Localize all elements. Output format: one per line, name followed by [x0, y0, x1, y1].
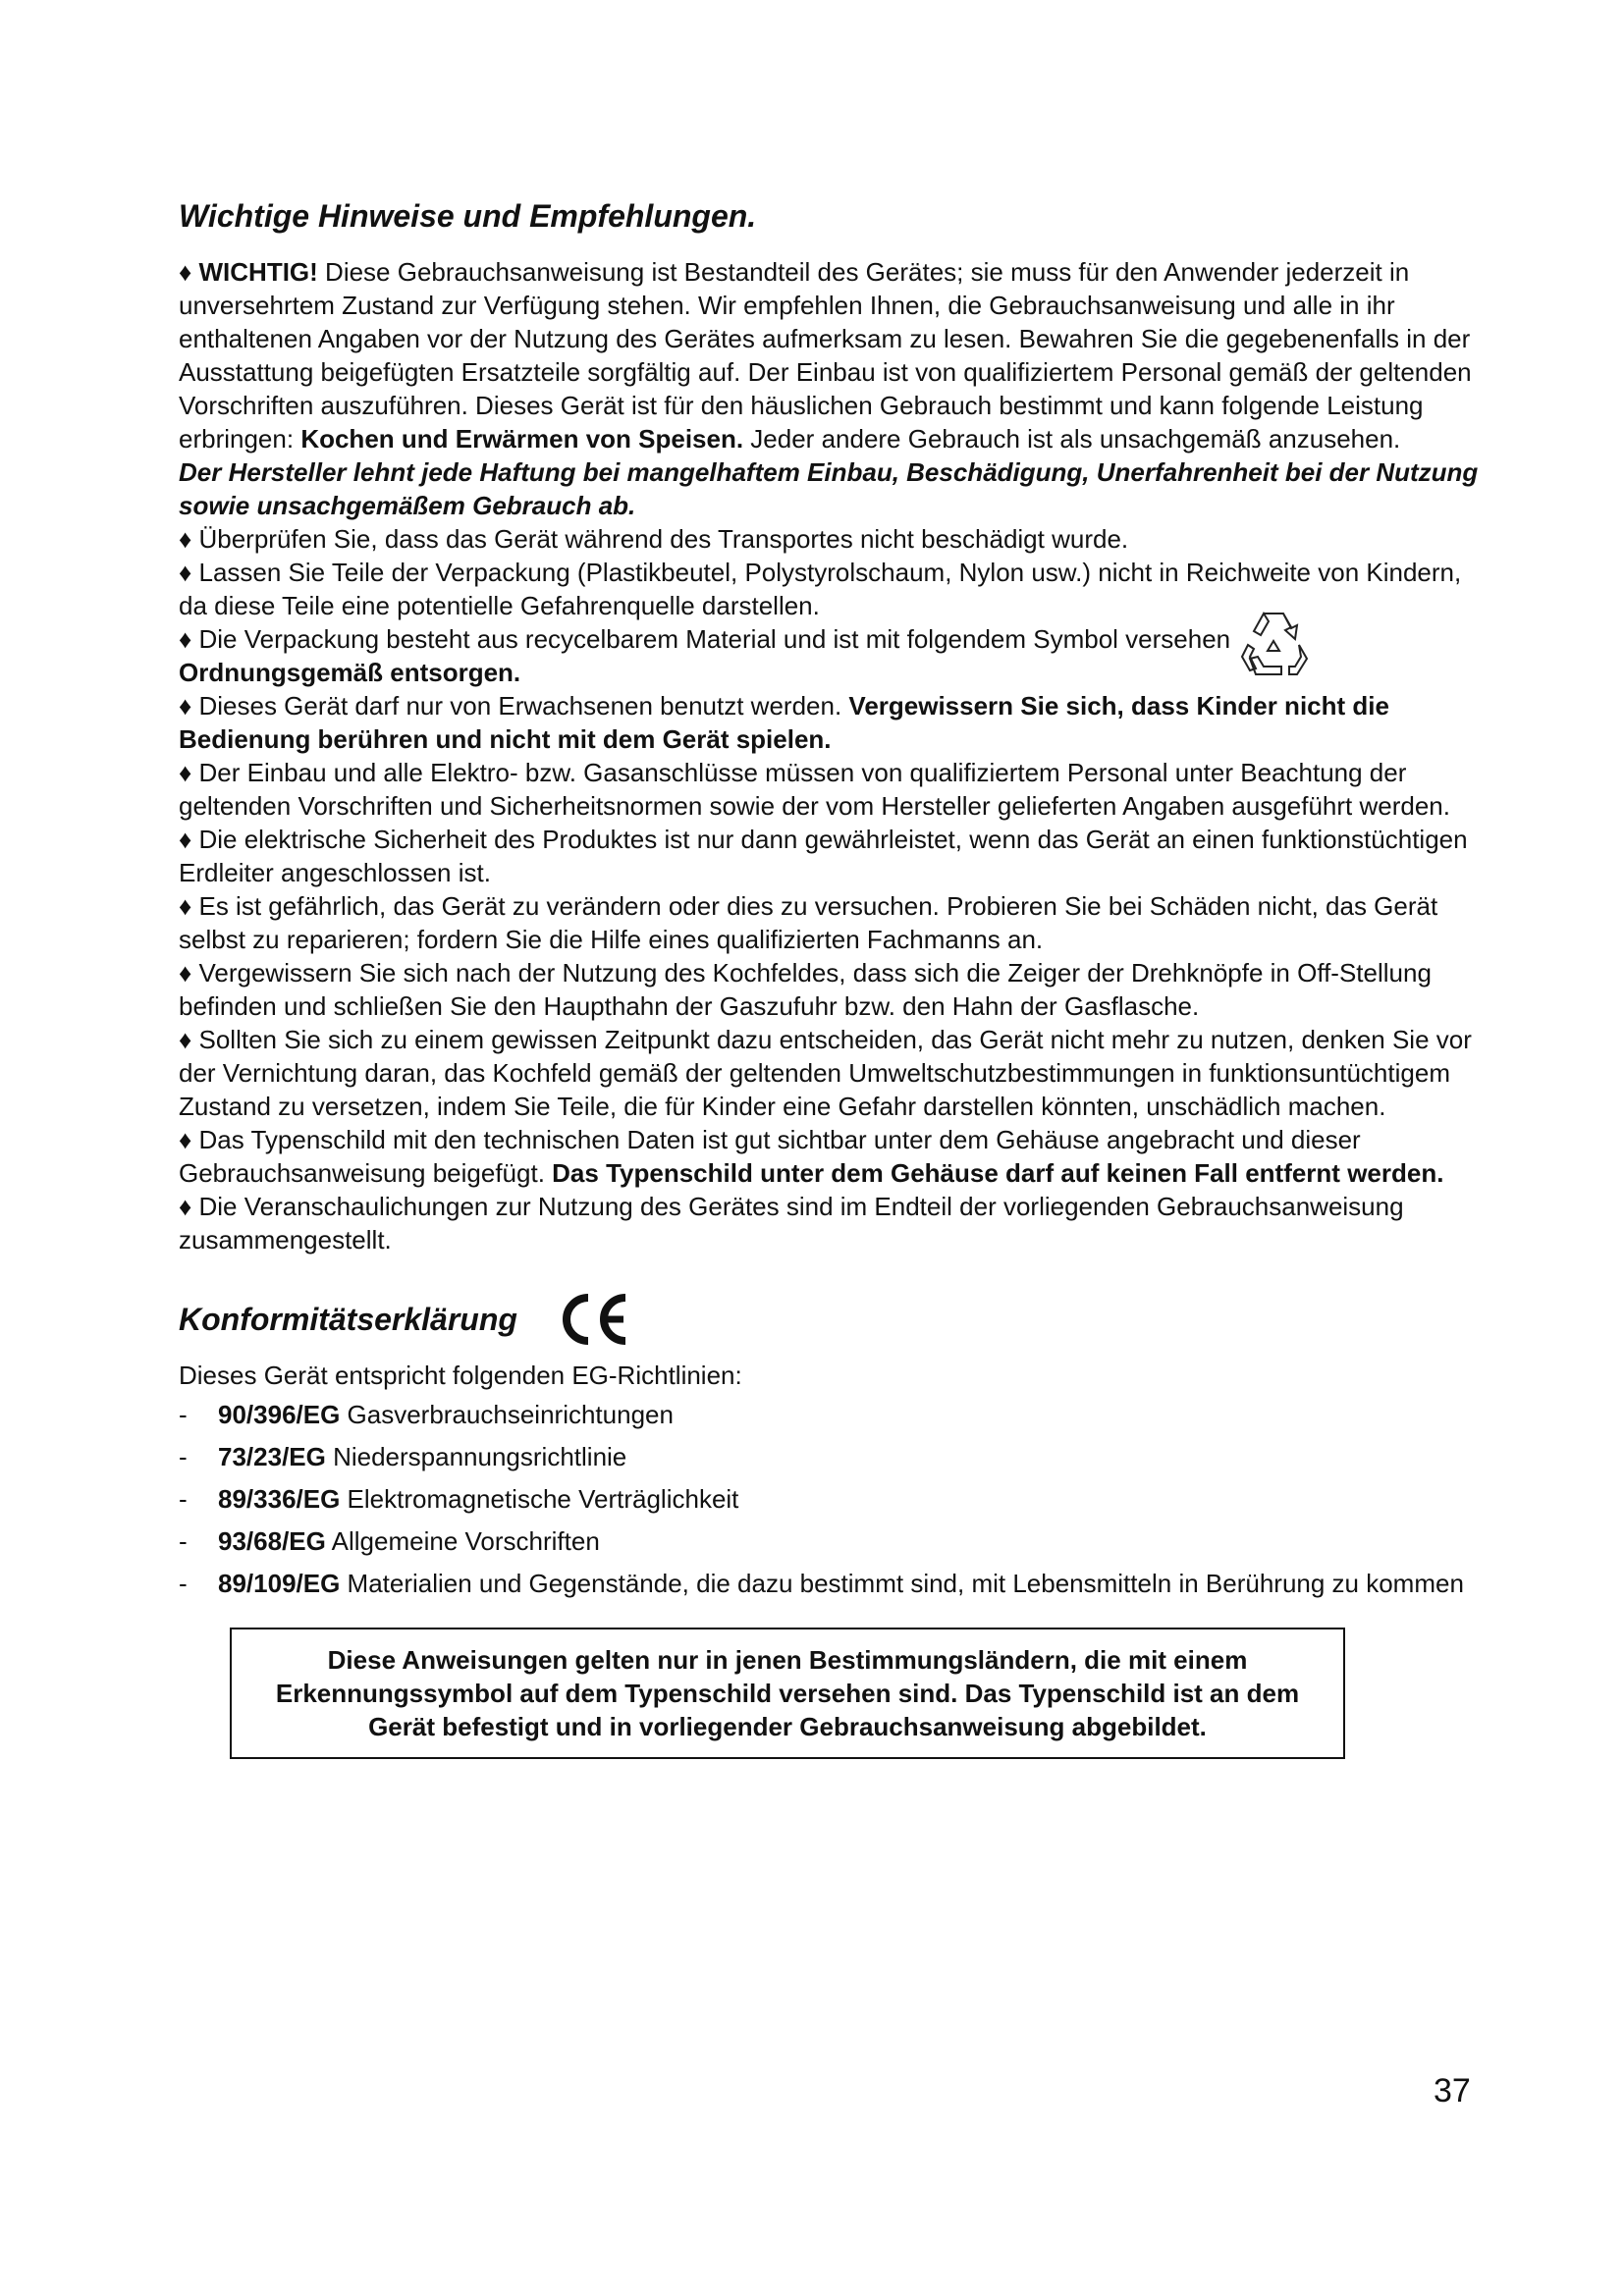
page-number: 37 — [1434, 2072, 1471, 2109]
conformity-heading — [179, 1290, 1485, 1349]
rating-bold: Das Typenschild unter dem Gehäuse darf auf keinen Fall entfernt werden. — [552, 1158, 1444, 1188]
recycle-bold: Ordnungsgemäß entsorgen. — [179, 658, 521, 687]
conformity-title: Konformitätserklärung — [179, 1302, 517, 1337]
intro-text-2: Jeder andere Gebrauch ist als unsachgemäß anzusehen. — [743, 424, 1401, 454]
item-adults — [179, 689, 1485, 756]
directives-list — [179, 1398, 1485, 1600]
section-title-important-notes: Wichtige Hinweise und Empfehlungen. — [179, 198, 757, 234]
notice-box: Diese Anweisungen gelten nur in jenen Bestimmungsländern, die mit einem Erkennungssymbol auf dem Typenschild versehen sind. Das Typenschild ist an dem Gerät befestigt und in vorliegender Gebrauchsanweisung abgebildet. — [230, 1628, 1345, 1759]
recycle-text: ♦ Die Verpackung besteht aus recycelbarem Material und ist mit folgendem Symbol versehen — [179, 624, 1231, 654]
item-transport: ♦ Überprüfen Sie, dass das Gerät während des Transportes nicht beschädigt wurde. — [179, 524, 1129, 554]
item-electrical: ♦ Die elektrische Sicherheit des Produktes ist nur dann gewährleistet, wenn das Gerät an einen funktionstüchtigen Erdleiter angeschlossen ist. — [179, 825, 1468, 887]
directive-desc: Materialien und Gegenstände, die dazu bestimmt sind, mit Lebensmitteln in Berührung zu kommen — [340, 1569, 1464, 1598]
recycle-icon — [1234, 602, 1313, 680]
directive-item — [179, 1524, 1485, 1558]
directive-code: 73/23/EG — [218, 1442, 326, 1471]
liability-paragraph: Der Hersteller lehnt jede Haftung bei mangelhaftem Einbau, Beschädigung, Unerfahrenheit bei der Nutzung sowie unsachgemäßem Gebrauch ab. — [179, 457, 1479, 520]
intro-text-1: Diese Gebrauchsanweisung ist Bestandteil des Gerätes; sie muss für den Anwender jederzeit in unversehrtem Zustand zur Verfügung stehen. Wir empfehlen Ihnen, die Gebrauchsanweisung und alle in ihr enthaltenen Angaben vor der Nutzung des Gerätes aufmerksam zu lesen. Bewahren Sie die gegebenenfalls in der Ausstattung beigefügten Ersatzteile sorgfältig auf. Der Einbau ist von qualifiziertem Personal gemäß der geltenden Vorschriften auszuführen. Dieses Gerät ist für den häuslichen Gebrauch bestimmt und kann folgende Leistung erbringen: — [179, 257, 1472, 454]
notes-body — [179, 255, 1485, 1256]
directive-code: 93/68/EG — [218, 1526, 326, 1556]
bullet: ♦ — [179, 257, 199, 287]
important-label: WICHTIG! — [198, 257, 318, 287]
directive-item — [179, 1398, 1485, 1431]
directive-desc: Gasverbrauchseinrichtungen — [340, 1400, 674, 1429]
item-recycle — [179, 622, 1485, 689]
list-dash: - — [179, 1484, 188, 1514]
list-dash: - — [179, 1526, 188, 1556]
directive-code: 89/109/EG — [218, 1569, 341, 1598]
item-rating-plate — [179, 1123, 1485, 1190]
adults-bold: Vergewissern Sie sich, dass Kinder nicht die Bedienung berühren und nicht mit dem Gerät spielen. — [179, 691, 1389, 754]
item-modify: ♦ Es ist gefährlich, das Gerät zu verändern oder dies zu versuchen. Probieren Sie bei Schäden nicht, das Gerät selbst zu reparieren; fordern Sie die Hilfe eines qualifizierten Fachmanns an. — [179, 891, 1438, 954]
adults-text: ♦ Dieses Gerät darf nur von Erwachsenen benutzt werden. — [179, 691, 849, 721]
item-illustrations: ♦ Die Veranschaulichungen zur Nutzung des Gerätes sind im Endteil der vorliegenden Gebrauchsanweisung zusammengestellt. — [179, 1192, 1404, 1255]
item-installation: ♦ Der Einbau und alle Elektro- bzw. Gasanschlüsse müssen von qualifiziertem Personal unter Beachtung der geltenden Vorschriften und Sicherheitsnormen sowie der vom Hersteller gelieferten Angaben ausgeführt werden. — [179, 758, 1450, 821]
rating-text: ♦ Das Typenschild mit den technischen Daten ist gut sichtbar unter dem Gehäuse angebracht und dieser Gebrauchsanweisung beigefügt. — [179, 1125, 1361, 1188]
directive-desc: Elektromagnetische Verträglichkeit — [340, 1484, 739, 1514]
intro-paragraph — [179, 255, 1485, 455]
ce-mark-icon — [555, 1290, 633, 1349]
list-dash: - — [179, 1400, 188, 1429]
directive-desc: Allgemeine Vorschriften — [325, 1526, 600, 1556]
document-page — [179, 196, 1485, 1759]
directive-item — [179, 1440, 1485, 1473]
directive-item — [179, 1482, 1485, 1516]
directive-item — [179, 1567, 1485, 1600]
list-dash: - — [179, 1442, 188, 1471]
directive-code: 89/336/EG — [218, 1484, 341, 1514]
directive-desc: Niederspannungsrichtlinie — [325, 1442, 627, 1471]
item-disposal: ♦ Sollten Sie sich zu einem gewissen Zeitpunkt dazu entscheiden, das Gerät nicht mehr zu nutzen, denken Sie vor der Vernichtung daran, das Kochfeld gemäß der geltenden Umweltschutzbestimmungen in funktionsuntüchtigem Zustand zu versetzen, indem Sie Teile, die für Kinder eine Gefahr darstellen könnten, unschädlich machen. — [179, 1025, 1472, 1121]
conformity-intro: Dieses Gerät entspricht folgenden EG-Richtlinien: — [179, 1361, 742, 1390]
intended-use-bold: Kochen und Erwärmen von Speisen. — [300, 424, 744, 454]
item-knobs: ♦ Vergewissern Sie sich nach der Nutzung des Kochfeldes, dass sich die Zeiger der Drehknöpfe in Off-Stellung befinden und schließen Sie den Haupthahn der Gaszufuhr bzw. den Hahn der Gasflasche. — [179, 958, 1432, 1021]
directive-code: 90/396/EG — [218, 1400, 341, 1429]
item-packaging-parts: ♦ Lassen Sie Teile der Verpackung (Plastikbeutel, Polystyrolschaum, Nylon usw.) nicht in Reichweite von Kindern, da diese Teile eine potentielle Gefahrenquelle darstellen. — [179, 558, 1462, 620]
list-dash: - — [179, 1569, 188, 1598]
